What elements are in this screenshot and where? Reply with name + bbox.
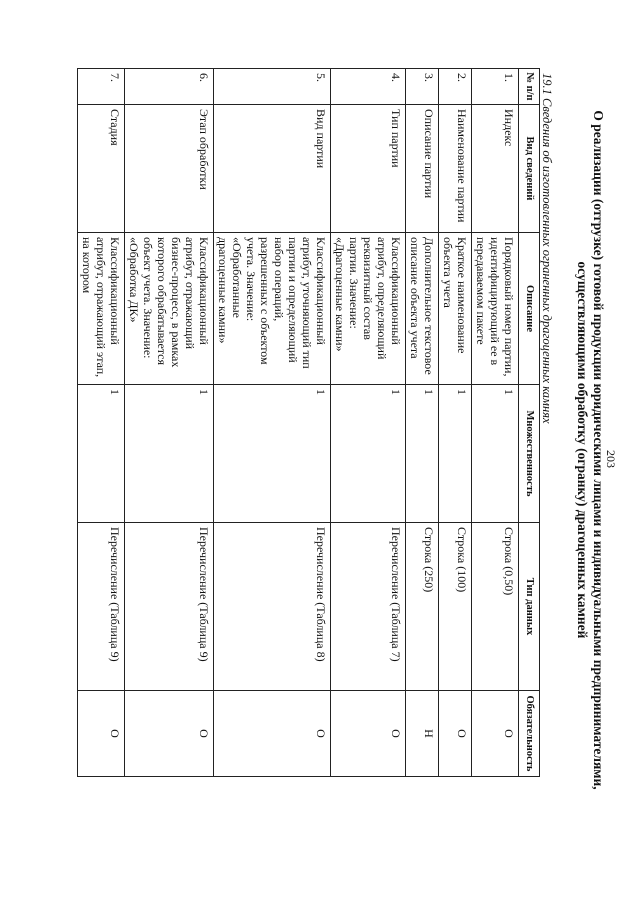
row-multiplicity: 1	[406, 385, 439, 523]
table-row	[472, 69, 519, 777]
row-kind: Индекс	[472, 105, 519, 233]
row-datatype: Перечисление (Таблица 9)	[125, 523, 214, 691]
row-datatype: Перечисление (Таблица 7)	[331, 523, 406, 691]
data-table	[77, 68, 540, 777]
row-num: 3.	[406, 69, 439, 105]
row-datatype: Строка (100)	[439, 523, 472, 691]
row-multiplicity: 1	[331, 385, 406, 523]
row-required: О	[214, 691, 331, 777]
row-kind: Вид партии	[214, 105, 331, 233]
row-description: Классификационный атрибут, уточняющий тип партии и определяющий набор операций, разрешенных с объектом учета. Значение: «Обработанные драгоценные камни»	[214, 233, 331, 385]
table-row	[406, 69, 439, 777]
row-required: Н	[406, 691, 439, 777]
table-header-row	[519, 69, 540, 777]
header-description: Описание	[519, 233, 540, 385]
table-row	[214, 69, 331, 777]
row-num: 7.	[78, 69, 125, 105]
header-required: Обязательность	[519, 691, 540, 777]
table-row	[331, 69, 406, 777]
header-datatype: Тип данных	[519, 523, 540, 691]
row-description: Классификационный атрибут, определяющий реквизитный состав партии. Значение: «Драгоценные камни»	[331, 233, 406, 385]
row-num: 1.	[472, 69, 519, 105]
header-num: № п/п	[519, 69, 540, 105]
row-num: 2.	[439, 69, 472, 105]
row-required: О	[125, 691, 214, 777]
row-description: Классификационный атрибут, отражающий бизнес-процесс, в рамках которого обрабатывается объект учета. Значение: «Обработка ДК»	[125, 233, 214, 385]
row-num: 5.	[214, 69, 331, 105]
row-description: Дополнительное текстовое описание объекта учета	[406, 233, 439, 385]
row-description: Порядковый номер партии, идентифицирующий ее в передаваемом пакете	[472, 233, 519, 385]
row-required: О	[439, 691, 472, 777]
header-kind: Вид сведений	[519, 105, 540, 233]
table-row	[125, 69, 214, 777]
row-datatype: Строка (0,50)	[472, 523, 519, 691]
row-description: Классификационный атрибут, отражающий этап, на котором	[78, 233, 125, 385]
page-number: 203	[604, 450, 618, 468]
row-required: О	[78, 691, 125, 777]
row-multiplicity: 1	[214, 385, 331, 523]
row-multiplicity: 1	[439, 385, 472, 523]
row-required: О	[331, 691, 406, 777]
table-row	[439, 69, 472, 777]
row-kind: Стадия	[78, 105, 125, 233]
table-caption: 19.1 Сведения об изготовленных ограненных драгоценных камнях	[540, 73, 554, 424]
row-multiplicity: 1	[125, 385, 214, 523]
row-kind: Этап обработки	[125, 105, 214, 233]
row-multiplicity: 1	[78, 385, 125, 523]
row-required: О	[472, 691, 519, 777]
row-kind: Тип партии	[331, 105, 406, 233]
row-kind: Наименование партии	[439, 105, 472, 233]
row-datatype: Строка (250)	[406, 523, 439, 691]
row-multiplicity: 1	[472, 385, 519, 523]
table-row	[78, 69, 125, 777]
row-kind: Описание партии	[406, 105, 439, 233]
row-datatype: Перечисление (Таблица 9)	[78, 523, 125, 691]
document-title: О реализации (отгрузке) готовой продукции юридическими лицами и индивидуальными предпринимателями, осуществляющими обработку (огранку) драгоценных камней	[575, 110, 606, 790]
row-num: 4.	[331, 69, 406, 105]
header-multiplicity: Множественность	[519, 385, 540, 523]
row-description: Краткое наименование объекта учета	[439, 233, 472, 385]
row-num: 6.	[125, 69, 214, 105]
row-datatype: Перечисление (Таблица 8)	[214, 523, 331, 691]
